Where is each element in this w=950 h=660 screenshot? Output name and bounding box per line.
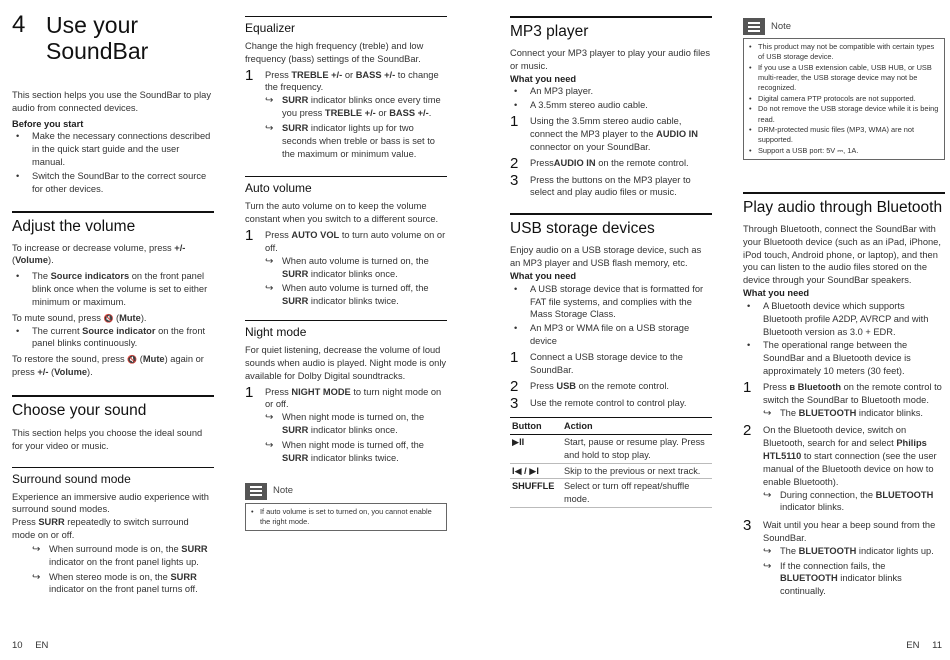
step-number: 3 [510, 394, 519, 412]
step [510, 154, 712, 172]
step-text: Press NIGHT MODE to turn night mode on or off. [265, 386, 442, 410]
step-text: Connect a USB storage device to the SoundBar. [530, 351, 683, 375]
night-mode-text: For quiet listening, decrease the volume of loud sounds when audio is played. Night mode is only available for Dolby Digital soundtracks. [245, 345, 447, 381]
list-item: ↪ The BLUETOOTH indicator blinks. [763, 407, 945, 420]
table-row [510, 463, 712, 479]
step [743, 519, 945, 600]
step-number: 1 [510, 348, 519, 366]
step-text: On the Bluetooth device, switch on Bluetooth, search for and select Philips HTL5110 to start connection (see the user manual of the Bluetooth device on how to enable Bluetooth). [763, 425, 937, 487]
surround-text: Experience an immersive audio experience with surround sound modes. [12, 491, 209, 515]
list-item: • If auto volume is set to turned on, you cannot enable the right mode. [250, 507, 441, 528]
subsection-title: Surround sound mode [12, 467, 214, 487]
step-number: 1 [510, 113, 519, 131]
list-item: ↪ When auto volume is turned off, the SURR indicator blinks twice. [265, 282, 447, 308]
subsection-title: Night mode [245, 320, 447, 340]
adjust-volume-section [12, 211, 214, 379]
skip-icon: I◀ / ▶I [510, 463, 562, 479]
step-number: 1 [245, 227, 254, 245]
table-cell: SHUFFLE [510, 479, 562, 507]
chapter-title: Use your SoundBar [46, 12, 149, 64]
step-number: 2 [743, 422, 752, 440]
language-code: EN [35, 640, 49, 651]
list-item: • A Bluetooth device which supports Bluetooth profile A2DP, AVRCP and with Bluetooth version as 3.0 + EDR. [743, 300, 945, 338]
list-item: ↪ When night mode is turned on, the SURR indicator blinks once. [265, 411, 447, 437]
equalizer-text: Change the high frequency (treble) and low frequency (bass) settings of the SoundBar. [245, 41, 424, 64]
bluetooth-section [743, 192, 945, 600]
need-label: What you need [510, 73, 577, 84]
list-item: • DRM-protected music files (MP3, WMA) are not supported. [748, 125, 939, 146]
section-title: Adjust the volume [12, 211, 214, 237]
column-4 [743, 18, 945, 603]
list-item: ↪ When night mode is turned off, the SURR indicator blinks twice. [265, 439, 447, 465]
list-item: ↪ During connection, the BLUETOOTH indicator blinks. [763, 489, 945, 515]
section-title: Choose your sound [12, 395, 214, 421]
mute-icon: 🔇 [103, 313, 114, 323]
step-number: 1 [245, 383, 254, 401]
chapter-number: 4 [12, 11, 26, 38]
volume-paragraph: To increase or decrease volume, press +/- (Volume). [12, 242, 186, 266]
play-pause-icon: ▶II [510, 435, 562, 463]
page-number: 11 [932, 640, 942, 651]
list-item: • A 3.5mm stereo audio cable. [510, 99, 712, 112]
intro-text: This section helps you use the SoundBar to play audio from connected devices. [12, 90, 211, 113]
step-text: Wait until you hear a beep sound from the SoundBar. [763, 520, 936, 543]
step-text: Use the remote control to control play. [530, 397, 687, 408]
column-3 [510, 16, 712, 508]
bluetooth-icon: ʙ [789, 381, 796, 392]
step [743, 378, 945, 421]
table-row [510, 435, 712, 463]
list-item: • The current Source indicator on the front panel blinks continuously. [12, 325, 214, 351]
mute-icon: 🔇 [127, 355, 138, 365]
section-title: USB storage devices [510, 213, 712, 239]
night-mode-section [245, 320, 447, 466]
table-cell: Select or turn off repeat/shuffle mode. [562, 479, 712, 507]
step-text: Press TREBLE +/- or BASS +/- to change the frequency. [265, 69, 439, 93]
section-title: Play audio through Bluetooth [743, 192, 945, 218]
step [245, 66, 447, 163]
step [510, 348, 712, 377]
note-label: Note [273, 485, 294, 497]
step-text: Press the buttons on the MP3 player to select and play audio files or music. [530, 174, 691, 198]
list-item: • A USB storage device that is formatted for FAT file systems, and complies with the Mass Storage Class. [510, 283, 712, 321]
bluetooth-text: Through Bluetooth, connect the SoundBar with your Bluetooth device (such as an iPad, iPhone, iPod touch, Android phone, or laptop), and then you can listen to the audio files stored on the device through your SoundBar speakers. [743, 223, 941, 286]
table-cell: Start, pause or resume play. Press and hold to stop play. [562, 435, 712, 463]
step-number: 2 [510, 377, 519, 395]
note-auto-volume [245, 483, 447, 532]
choose-sound-section [12, 395, 214, 453]
note-icon [743, 18, 765, 35]
need-label: What you need [510, 270, 577, 281]
restore-paragraph: To restore the sound, press 🔇 (Mute) again or press +/- (Volume). [12, 354, 204, 378]
step-text: Press USB on the remote control. [530, 380, 670, 391]
step-number: 2 [510, 154, 519, 172]
step-text: Using the 3.5mm stereo audio cable, connect the MP3 player to the AUDIO IN connector on your SoundBar. [530, 116, 698, 152]
note-usb [743, 18, 945, 160]
step [510, 115, 712, 153]
step-number: 3 [510, 171, 519, 189]
surround-section [12, 467, 214, 597]
table-header: Button [510, 417, 562, 435]
table-header: Action [562, 417, 712, 435]
list-item: • An MP3 or WMA file on a USB storage device [510, 322, 712, 348]
intro-bullets [12, 130, 214, 195]
column-1 [12, 12, 214, 598]
footer-right [906, 639, 942, 652]
auto-volume-section [245, 176, 447, 310]
table-cell: Skip to the previous or next track. [562, 463, 712, 479]
mp3-text: Connect your MP3 player to play your audio files or music. [510, 48, 710, 71]
choose-sound-text: This section helps you choose the ideal sound for your video or music. [12, 427, 203, 451]
step-number: 3 [743, 517, 752, 535]
note-icon [245, 483, 267, 500]
usb-section [510, 213, 712, 507]
list-item: • If you use a USB extension cable, USB HUB, or USB multi-reader, the USB storage device may not be recognized. [748, 63, 939, 94]
before-start-label: Before you start [12, 118, 84, 129]
need-label: What you need [743, 288, 810, 299]
table-row [510, 479, 712, 507]
usb-text: Enjoy audio on a USB storage device, such as an MP3 player and USB flash memory, etc. [510, 245, 702, 269]
intro-section [12, 89, 214, 196]
mute-paragraph: To mute sound, press 🔇 (Mute). [12, 312, 147, 323]
step-text: Press AUTO VOL to turn auto volume on or off. [265, 230, 446, 253]
list-item: • An MP3 player. [510, 85, 712, 98]
step [245, 229, 447, 310]
list-item: • Digital camera PTP protocols are not supported. [748, 94, 939, 104]
list-item: • The operational range between the SoundBar and a Bluetooth device is approximately 10 meters (30 feet). [743, 339, 945, 377]
step-number: 1 [245, 66, 254, 84]
section-title: MP3 player [510, 16, 712, 42]
page-number: 10 [12, 640, 23, 651]
button-action-table [510, 417, 712, 508]
auto-volume-text: Turn the auto volume on to keep the volume constant when you switch to a different source. [245, 201, 439, 225]
step-text: Press ʙ Bluetooth on the remote control to switch the SoundBar to Bluetooth mode. [763, 381, 942, 405]
list-item: ↪ When auto volume is turned on, the SURR indicator blinks once. [265, 255, 447, 281]
footer-left [12, 639, 48, 652]
step-text: PressAUDIO IN on the remote control. [530, 157, 689, 168]
list-item: • Make the necessary connections described in the quick start guide and the user manual. [12, 130, 214, 168]
list-item: ↪ SURR indicator blinks once every time you press TREBLE +/- or BASS +/-. [265, 94, 447, 120]
step-number: 1 [743, 378, 752, 396]
step [510, 377, 712, 395]
step [245, 383, 447, 467]
step [510, 394, 712, 412]
note-label: Note [771, 20, 792, 32]
list-item: ↪ If the connection fails, the BLUETOOTH indicator blinks continually. [763, 560, 945, 598]
list-item: ↪ The BLUETOOTH indicator lights up. [763, 545, 945, 558]
column-2 [245, 16, 447, 531]
subsection-title: Auto volume [245, 176, 447, 196]
step [743, 424, 945, 516]
subsection-title: Equalizer [245, 16, 447, 36]
language-code: EN [906, 640, 920, 651]
list-item: • This product may not be compatible with certain types of USB storage device. [748, 42, 939, 63]
surround-instruction: Press SURR repeatedly to switch surround mode on or off. [12, 517, 189, 541]
chapter-heading [12, 12, 214, 64]
list-item: ↪ When stereo mode is on, the SURR indicator on the front panel turns off. [32, 571, 214, 597]
list-item: • Do not remove the USB storage device while it is being read. [748, 104, 939, 125]
list-item: ↪ SURR indicator lights up for two seconds when treble or bass is set to the maximum or minimum value. [265, 122, 447, 160]
list-item: • The Source indicators on the front panel blink once when the volume is set to either minimum or maximum. [12, 270, 214, 308]
table-header-row [510, 417, 712, 435]
list-item: ↪ When surround mode is on, the SURR indicator on the front panel lights up. [32, 543, 214, 569]
list-item: • Switch the SoundBar to the correct source for other devices. [12, 170, 214, 196]
list-item: • Support a USB port: 5V ⎓, 1A. [748, 146, 939, 156]
step [510, 171, 712, 200]
